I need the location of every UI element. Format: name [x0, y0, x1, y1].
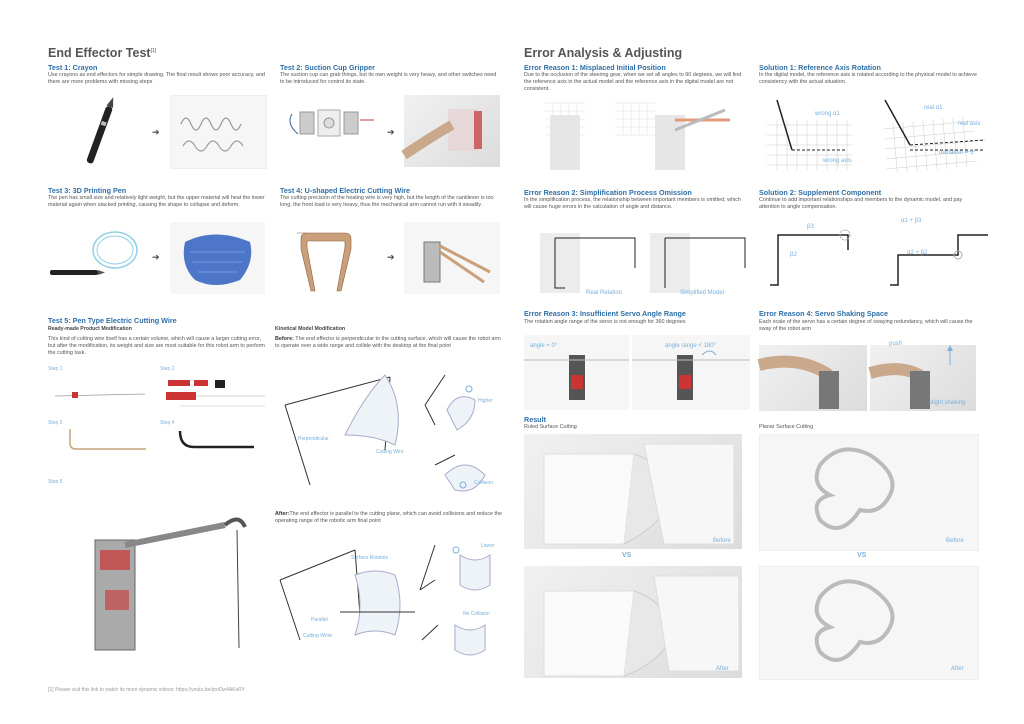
test3-title: Test 3: 3D Printing Pen — [48, 186, 127, 195]
kinetical-subtitle: Kinetical Model Modification — [275, 326, 346, 332]
s2-desc: Continue to add important relationships and members to the dynamic model, and pay attention to angle compensation. — [759, 197, 963, 210]
label-wrong-axis: wrong axis — [823, 158, 852, 164]
step-4-label: Step 4 — [160, 420, 175, 426]
s2-title: Solution 2: Supplement Component — [759, 188, 882, 197]
test2-title: Test 2: Suction Cup Gripper — [280, 63, 375, 72]
er1-title: Error Reason 1: Misplaced Initial Position — [524, 63, 666, 72]
test5-title: Test 5: Pen Type Electric Cutting Wire — [48, 316, 177, 325]
planar-after-label: After — [951, 666, 964, 672]
label-surface-rotation: Surface Rotation — [351, 555, 389, 561]
s1-diagram — [762, 95, 987, 175]
ruled-vs: VS — [622, 552, 632, 559]
before-desc: Before: The end effector is perpendicular to the cutting surface, which will cause the robot arm to operate over a wide range and collide with the desktop at the final point — [275, 336, 501, 349]
robot-arm-photo — [85, 500, 255, 650]
step-4-photo — [170, 425, 260, 455]
crayon-drawing-photo — [170, 95, 267, 169]
label-perpendicular: Perpendicular — [298, 436, 329, 442]
label-no-collision: No Collision — [463, 611, 490, 617]
er2-diagram — [530, 218, 755, 300]
test3-desc: The pen has small size and relatively light weight, but the upper material will heat the lower material again when stacked printing, causing the shape to collapse and deform. — [48, 195, 265, 208]
test4-title: Test 4: U-shaped Electric Cutting Wire — [280, 186, 410, 195]
planar-after-photo — [759, 566, 979, 680]
test1-desc: Use crayons as end effectors for simple drawing. The final result shows poor accuracy, and there are more problems with missing steps — [48, 72, 265, 85]
step-1-label: Step 1 — [48, 366, 63, 372]
ruled-before-photo — [524, 434, 742, 549]
er4-title: Error Reason 4: Servo Shaking Space — [759, 309, 889, 318]
er1-desc: Due to the occlusion of the steering gear, when we set all angles to 90 degrees, we will find the reference axis in the actual model and the reference axis in the digital model are not consistent. — [524, 72, 742, 92]
ruled-after-photo — [524, 566, 742, 678]
suction-cup-gripper-photo — [282, 100, 382, 150]
label-cutting-wire: Cutting Wire — [376, 449, 404, 455]
label-slight-shaking: slight shaking — [929, 400, 966, 406]
s1-title: Solution 1: Reference Axis Rotation — [759, 63, 881, 72]
label-higher: Higher — [478, 398, 493, 404]
label-wrong-a1: wrong α1 — [815, 111, 840, 117]
test4-desc: The cutting precision of the heating wire is very high, but the length of the cantilever is too long, the front load is very heavy, thus the mechanical arm cannot run with it steadily. — [280, 195, 494, 208]
label-real-relation: Real Relation — [586, 290, 623, 296]
step-1-photo — [50, 378, 150, 408]
right-page-title: Error Analysis & Adjusting — [524, 46, 683, 60]
label-a2-b2: α2 + β2 — [907, 250, 928, 256]
ruled-before-label: Before — [713, 538, 731, 544]
label-cutting-wrire: Cutting Wrire — [303, 633, 333, 639]
label-collision: Collision — [474, 480, 493, 486]
s2-diagram — [765, 220, 990, 290]
left-page-title: End Effector Test[1] — [48, 46, 157, 60]
step-3-photo — [60, 425, 150, 455]
arrow-right-icon: ➔ — [152, 252, 160, 262]
er1-diagram — [535, 95, 745, 175]
s1-desc: In the digital model, the reference axis is rotated according to the physical model to achieve consistency with the actual situation. — [759, 72, 977, 85]
result-ruled-label: Ruled Surface Cutting — [524, 424, 577, 430]
result-planar-label: Planar Surface Cutting — [759, 424, 814, 430]
step-2-label: Step 2 — [160, 366, 175, 372]
ruled-after-label: After — [716, 666, 729, 672]
er3-desc: The rotation angle range of the servo is not enough for 360 degrees — [524, 319, 686, 325]
step-2-photo — [160, 376, 270, 416]
printed-model-photo — [170, 222, 265, 294]
label-real-axis: real axis — [958, 121, 981, 127]
er4-photo-1 — [759, 345, 867, 411]
label-deviation: deviation = 5° — [939, 150, 976, 156]
planar-before-photo — [759, 434, 979, 551]
result-title: Result — [524, 415, 546, 424]
label-angle-range: angle range < 180° — [665, 343, 716, 349]
planar-vs: VS — [857, 552, 867, 559]
test5-subtitle-product: Ready-made Product Modification — [48, 326, 132, 332]
crayon-photo — [50, 95, 150, 175]
planar-before-label: Before — [946, 538, 964, 544]
label-lower: Lower — [481, 543, 495, 549]
suction-cup-hand-photo — [404, 95, 500, 167]
label-b2: β2 — [790, 252, 797, 258]
test5-desc: This kind of cutting wire itself has a certain volume, which will cause a larger cutting error, but after the modification, its weight and size are most suitable for this robot arm to perform the cutting task. — [48, 336, 265, 356]
label-angle-0: angle = 0° — [530, 343, 558, 349]
er4-desc: Each scale of the servo has a certain degree of swaying redundancy, which will cause the sway of the robot arm — [759, 319, 973, 332]
er2-title: Error Reason 2: Simplification Process Omission — [524, 188, 692, 197]
label-a1-b3: α1 + β3 — [901, 218, 922, 224]
after-desc: After:The end effector is parallel to the cutting plane, which can avoid collisions and reduce the operating range of the robotic arm final point — [275, 511, 503, 524]
er2-desc: In the simplification process, the relationship between important members is omitted, which will cause huge errors in the calculation of angle and distance. — [524, 197, 741, 210]
before-diagram — [285, 365, 505, 495]
step-5-label: Step 5 — [48, 479, 63, 485]
label-b3: β3 — [807, 224, 814, 230]
arrow-right-icon: ➔ — [387, 127, 395, 137]
u-wire-robot-photo — [404, 222, 500, 294]
test1-title: Test 1: Crayon — [48, 63, 98, 72]
label-parallel: Parallel — [311, 617, 328, 623]
er3-title: Error Reason 3: Insufficient Servo Angle Range — [524, 309, 686, 318]
arrow-right-icon: ➔ — [152, 127, 160, 137]
test2-desc: The suction cup can grab things, but its own weight is very heavy, and other switches need to be introduced for control its state. — [280, 72, 497, 85]
label-real-a1: real α1 — [924, 105, 943, 111]
footnote: [1] Please visit this link to watch its more dynamic videos: https://youtu.be/qroDw4AKxRY — [48, 687, 245, 693]
u-shaped-cutting-wire-photo — [285, 225, 375, 300]
step-3-label: Step 3 — [48, 420, 63, 426]
3d-printing-pen-photo — [50, 222, 150, 292]
arrow-right-icon: ➔ — [387, 252, 395, 262]
label-simplified-model: Simplified Model — [680, 290, 725, 296]
label-push: push — [889, 341, 903, 347]
